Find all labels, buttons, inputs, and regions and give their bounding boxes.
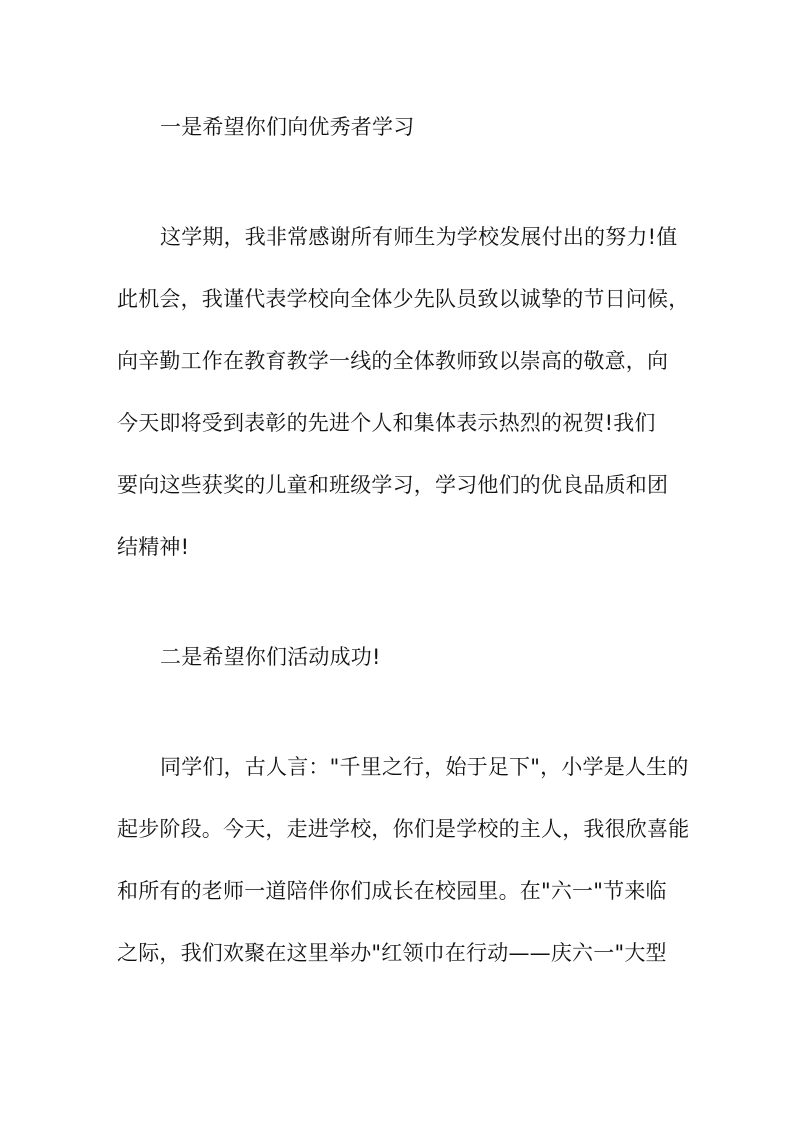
paragraph-1-line-5: 要向这些获奖的儿童和班级学习，学习他们的优良品质和团 <box>117 473 669 497</box>
section-heading-2: 二是希望你们活动成功! <box>160 645 381 669</box>
paragraph-2-line-3: 和所有的老师一道陪伴你们成长在校园里。在"六一"节来临 <box>117 879 667 903</box>
paragraph-1-line-1: 这学期，我非常感谢所有师生为学校发展付出的努力!值 <box>160 225 678 249</box>
paragraph-2-line-1: 同学们，古人言："千里之行，始于足下"，小学是人生的 <box>160 755 689 779</box>
paragraph-2-line-4: 之际，我们欢聚在这里举办"红领巾在行动——庆六一"大型 <box>117 941 667 965</box>
paragraph-1-line-3: 向辛勤工作在教育教学一线的全体教师致以崇高的敬意，向 <box>117 349 669 373</box>
section-heading-1: 一是希望你们向优秀者学习 <box>160 115 415 139</box>
paragraph-1-line-2: 此机会，我谨代表学校向全体少先队员致以诚挚的节日问候， <box>117 287 690 311</box>
paragraph-1-line-4: 今天即将受到表彰的先进个人和集体表示热烈的祝贺!我们 <box>117 411 656 435</box>
paragraph-2-line-2: 起步阶段。今天，走进学校，你们是学校的主人，我很欣喜能 <box>117 817 690 841</box>
paragraph-1-line-6: 结精神! <box>117 535 190 559</box>
